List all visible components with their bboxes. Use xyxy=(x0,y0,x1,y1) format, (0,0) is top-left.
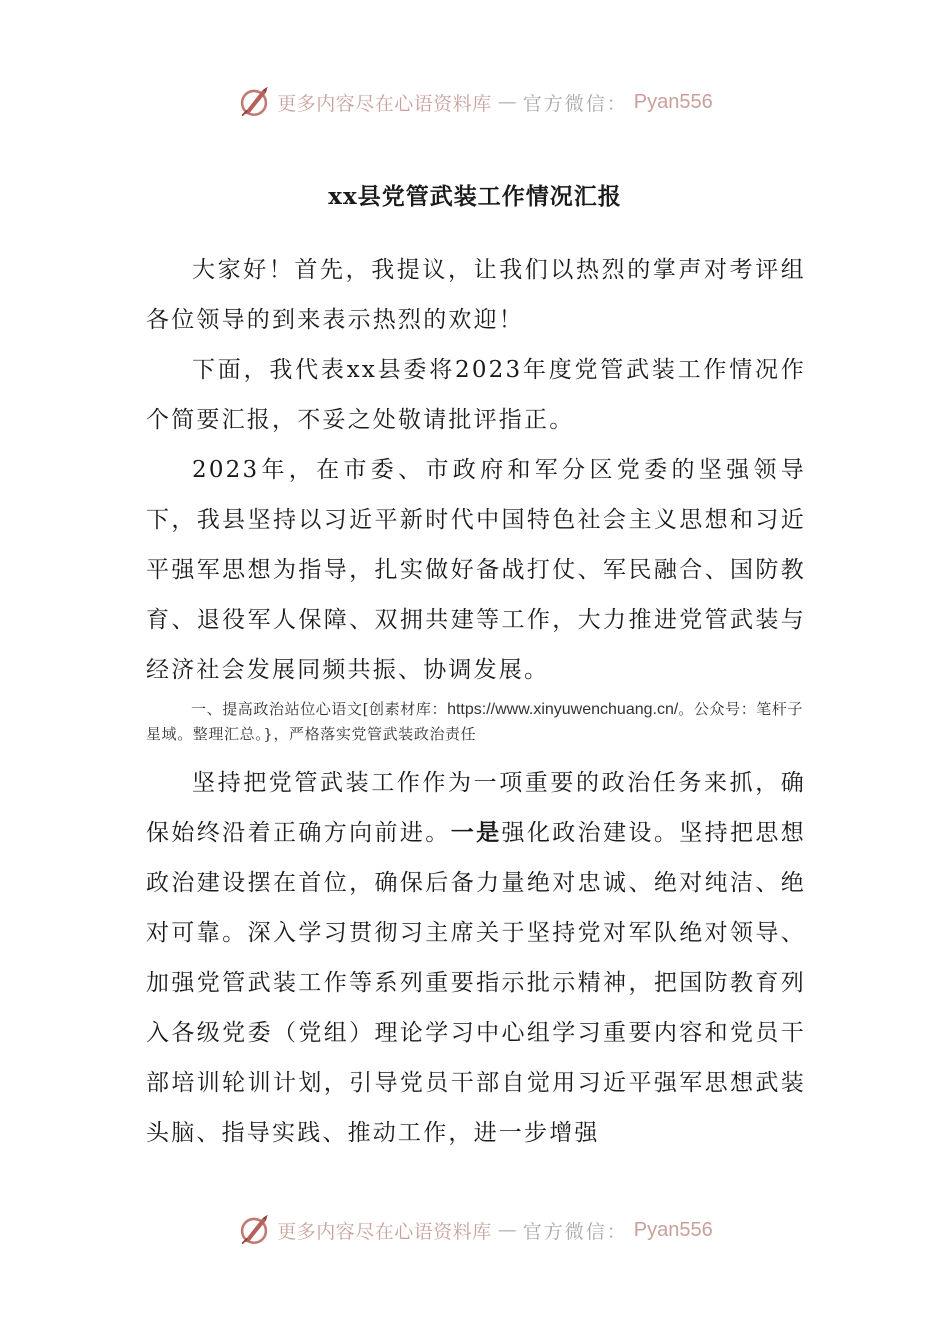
banner-wechat-label: 官方微信： xyxy=(522,92,628,115)
document-body xyxy=(146,245,806,1158)
banner-wechat-label: 官方微信： xyxy=(522,1220,628,1243)
banner-wechat-id: Pyan556 xyxy=(633,1218,713,1241)
paragraph-4-rest: 强化政治建设。坚持把思想政治建设摆在首位，确保后备力量绝对忠诚、绝对纯洁、绝对可靠。深入学习贯彻习主席关于坚持党对军队绝对领导、加强党管武装工作等系列重要指示批示精神，把国防教育列入各级党委（党组）理论学习中心组学习重要内容和党员干部培训轮训计划，引导党员干部自觉用习近平强军思想武装头脑、指导实践、推动工作，进一步增强 xyxy=(146,820,807,1146)
banner-wechat-id: Pyan556 xyxy=(633,90,713,113)
banner-text: 更多内容尽在心语资料库 xyxy=(277,1220,492,1243)
paragraph-4 xyxy=(146,758,806,1158)
header-banner xyxy=(0,82,950,122)
page-title: xx县党管武装工作情况汇报 xyxy=(328,183,622,210)
quill-pen-logo-icon xyxy=(237,1213,271,1247)
note-url: https://www.xinyuwenchuang.cn/ xyxy=(447,701,679,718)
banner-text: 更多内容尽在心语资料库 xyxy=(277,92,492,115)
quill-pen-logo-icon xyxy=(237,85,271,119)
banner-dash: — xyxy=(497,1219,517,1241)
paragraph-3: 2023年，在市委、市政府和军分区党委的坚强领导下，我县坚持以习近平新时代中国特色社会主义思想和习近平强军思想为指导，扎实做好备战打仗、军民融合、国防教育、退役军人保障、双拥共建等工作，大力推进党管武装与经济社会发展同频共振、协调发展。 xyxy=(146,457,806,683)
paragraph-2: 下面，我代表xx县委将2023年度党管武装工作情况作个简要汇报，不妥之处敬请批评指正。 xyxy=(146,357,806,433)
paragraph-4-intro: 坚持把党管武装工作作为一项重要的政治任务来抓，确保始终沿着正确方向前进。 xyxy=(146,770,806,846)
paragraph-1: 大家好！首先，我提议，让我们以热烈的掌声对考评组各位领导的到来表示热烈的欢迎！ xyxy=(146,257,806,333)
banner-dash: — xyxy=(497,91,517,113)
note-suffix: 。公众号：笔杆子星域。整理汇总。}，严格落实党管武装政治责任 xyxy=(146,700,804,743)
section-heading-note xyxy=(146,697,806,746)
paragraph-4-bold-lead: 一是 xyxy=(450,820,502,846)
footer-banner xyxy=(0,1210,950,1250)
note-prefix: 一、提高政治站位心语文[创素材库： xyxy=(191,700,448,718)
